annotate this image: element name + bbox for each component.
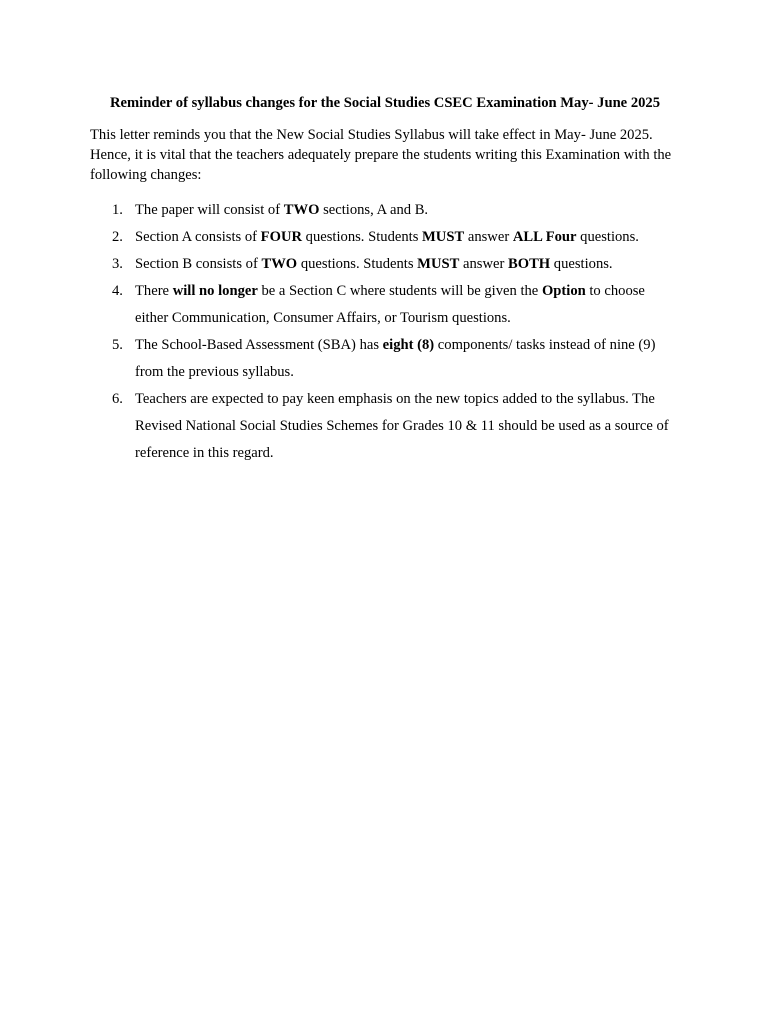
list-item-segment: There <box>135 283 173 299</box>
list-item-text <box>135 256 613 272</box>
list-item <box>90 332 680 386</box>
emphasis-text: TWO <box>261 256 298 272</box>
emphasis-text: BOTH <box>507 256 551 272</box>
list-item <box>90 251 680 278</box>
emphasis-text: MUST <box>422 229 465 245</box>
list-item <box>90 197 680 224</box>
list-item-segment: answer <box>459 256 508 272</box>
list-item-segment: Section A consists of <box>135 229 261 245</box>
list-item <box>90 386 680 467</box>
changes-list <box>90 197 680 467</box>
list-item-segment: Section B consists of <box>135 256 262 272</box>
emphasis-text: will no longer <box>172 283 258 299</box>
list-item-segment: answer <box>464 229 513 245</box>
list-item-segment: questions. Students <box>302 229 423 245</box>
list-item-number: 4. <box>112 283 123 299</box>
list-item-text <box>135 229 639 245</box>
document-title: Reminder of syllabus changes for the Social Studies CSEC Examination May- June 2025 <box>109 95 661 111</box>
list-item <box>90 224 680 251</box>
list-item-segment: components/ tasks instead of nine (9) from the previous syllabus. <box>135 337 656 380</box>
list-item-text <box>135 202 428 218</box>
list-item-text <box>135 283 645 326</box>
list-item <box>90 278 680 332</box>
list-item-number: 2. <box>112 229 123 245</box>
list-item-segment: Teachers are expected to pay keen emphasis on the new topics added to the syllabus. The Revised National Social Studies Schemes for Grades 10 & 11 should be used as a source of reference in this regard. <box>135 391 669 461</box>
list-item-number: 1. <box>112 202 123 218</box>
list-item-segment: be a Section C where students will be given the <box>257 283 542 299</box>
list-item-segment: questions. <box>576 229 639 245</box>
list-item-segment: to choose either Communication, Consumer Affairs, or Tourism questions. <box>135 283 645 326</box>
emphasis-text: MUST <box>417 256 460 272</box>
list-item-number: 3. <box>112 256 123 272</box>
list-item-segment: The paper will consist of <box>135 202 284 218</box>
list-item-number: 5. <box>112 337 123 353</box>
list-item-text <box>135 337 655 380</box>
intro-paragraph: This letter reminds you that the New Social Studies Syllabus will take effect in May- June 2025. Hence, it is vital that the teachers adequately prepare the students writing this Examination with the following changes: <box>90 127 672 183</box>
list-item-segment: The School-Based Assessment (SBA) has <box>135 337 383 353</box>
list-item-segment: sections, A and B. <box>319 202 429 218</box>
list-item-text <box>135 391 669 461</box>
list-item-segment: questions. Students <box>297 256 418 272</box>
emphasis-text: TWO <box>283 202 320 218</box>
emphasis-text: ALL Four <box>512 229 577 245</box>
emphasis-text: eight (8) <box>382 337 435 353</box>
emphasis-text: FOUR <box>260 229 303 245</box>
list-item-segment: questions. <box>550 256 613 272</box>
document-page <box>90 93 680 467</box>
list-item-number: 6. <box>112 391 123 407</box>
emphasis-text: Option <box>541 283 586 299</box>
